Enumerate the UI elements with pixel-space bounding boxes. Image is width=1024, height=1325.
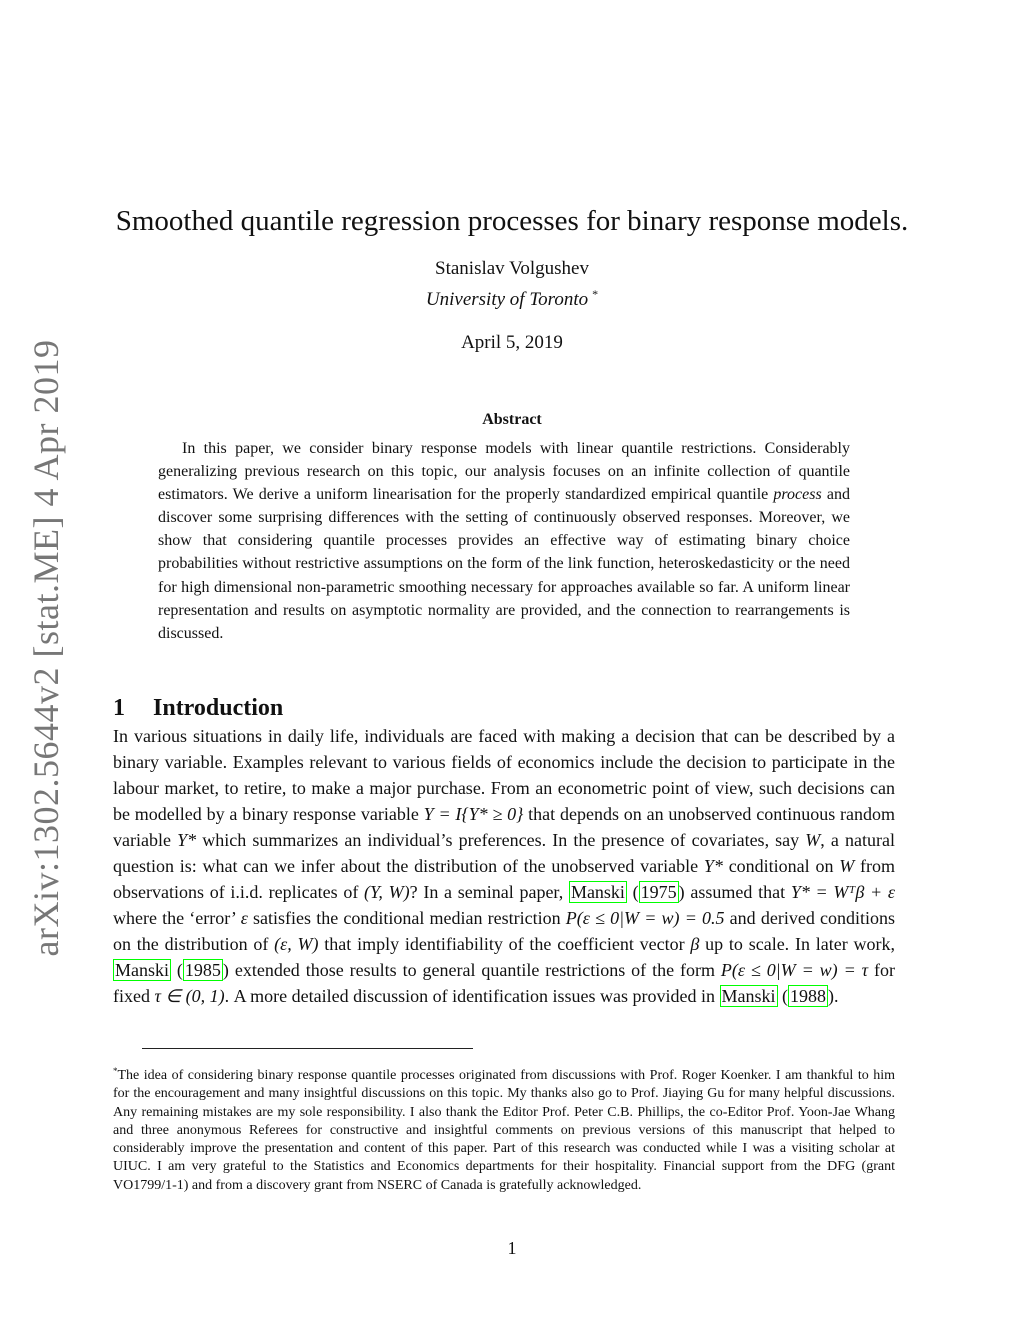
- citation-link-manski[interactable]: Manski: [115, 960, 169, 980]
- abstract-text: [158, 437, 850, 645]
- intro-text: from observations of i.i.d. replicates of: [113, 856, 895, 902]
- intro-text: and derived conditions on the distribution of: [113, 908, 895, 954]
- intro-text: , a natural question is: what can we infer about the distribution of the unobserved variable: [113, 830, 895, 876]
- math-expression: W: [805, 830, 821, 850]
- section-title: Introduction: [153, 694, 284, 721]
- paper-title: Smoothed quantile regression processes for binary response models.: [115, 205, 909, 238]
- intro-text: where the ‘error’: [113, 908, 241, 928]
- intro-text: conditional on: [722, 856, 840, 876]
- section-number: 1: [113, 694, 125, 721]
- section-heading: [113, 695, 283, 722]
- citation-link-manski[interactable]: Manski: [721, 986, 776, 1006]
- math-expression: (Y, W): [364, 882, 410, 902]
- footnote: [113, 1062, 895, 1195]
- math-expression: Y* = Wᵀβ + ε: [790, 882, 896, 902]
- author-name: Stanislav Volgushev: [435, 258, 589, 279]
- citation-link-year[interactable]: 1988: [790, 986, 827, 1006]
- author-affiliation: [0, 287, 1024, 311]
- footnote-marker: *: [113, 1066, 118, 1076]
- math-expression: β: [690, 934, 700, 954]
- intro-text: that depends on an unobserved continuous random variable: [113, 804, 896, 850]
- affiliation-name: University of Toronto: [425, 289, 589, 310]
- footnote-mark[interactable]: *: [592, 287, 599, 301]
- intro-text: extended those results to general quantile restrictions of the form: [228, 960, 721, 980]
- intro-text: up to scale. In later work,: [699, 934, 896, 954]
- math-expression: P(ε ≤ 0|W = w) = 0.5: [565, 908, 725, 928]
- abstract-emphasis: process: [773, 486, 822, 504]
- intro-text: In various situations in daily life, individuals are faced with making a decision that can be described by a binary variable. Examples relevant to various fields of economics include the decision to participate in the labour market, to retire, to make a major purchase. From an econometric point of view, such decisions can be modelled by a binary response variable: [113, 726, 895, 824]
- intro-text: . A more detailed discussion of identification issues was provided in: [224, 986, 720, 1006]
- intro-text: .: [834, 986, 839, 1006]
- math-expression: τ ∈ (0, 1): [154, 986, 225, 1006]
- footnote-divider: [142, 1048, 473, 1049]
- math-expression: ε: [240, 908, 248, 928]
- citation-link-year[interactable]: 1985: [184, 960, 221, 980]
- math-expression: Y*: [177, 830, 197, 850]
- citation-link-manski[interactable]: Manski: [570, 882, 625, 902]
- abstract-text-part: In this paper, we consider binary response models with linear quantile restrictions. Considerably generalizing previous research on this topic, our analysis focuses on an infinite collection of quantile estimators. We derive a uniform linearisation for the properly standardized empirical quantile: [158, 440, 850, 504]
- math-expression: (ε, W): [274, 934, 319, 954]
- citation-link-year[interactable]: 1975: [640, 882, 677, 902]
- introduction-paragraph: In various situations in daily life, individuals are faced with making a decision that can be described by a binary variable. Examples relevant to various fields of economics include the decision to participate in the labour market, to retire, to make a major purchase. From an econometric point of view, such decisions can be modelled by a binary response variable Y = I{Y* ≥ 0} that depends on an unobserved continuous random variable Y* which summarizes an individual’s preferences. In the presence of covariates, say W, a natural question is: what can we infer about the distribution of the unobserved variable Y* conditional on W from observations of i.i.d. replicates of (Y, W)? In a seminal paper, Manski ( 1975 ) assumed that Y* = Wᵀβ + ε where the ‘error’ ε satisfies the conditional median restriction P(ε ≤ 0|W = w) = 0.5 and derived conditions on the distribution of (ε, W) that imply identifiability of the coefficient vector β up to scale. In later work, Manski ( 1985 ) extended those results to general quantile restrictions of the form P(ε ≤ 0|W = w) = τ for fixed τ ∈ (0, 1). A more detailed discussion of identification issues was provided in Manski ( 1988 ).: [113, 726, 896, 1006]
- arxiv-identifier: arXiv:1302.5644v2 [stat.ME] 4 Apr 2019: [26, 339, 66, 957]
- intro-text: which summarizes an individual’s preferences. In the presence of covariates, say: [196, 830, 806, 850]
- math-expression: Y*: [703, 856, 723, 876]
- abstract-heading: Abstract: [482, 411, 542, 428]
- intro-text: satisfies the conditional median restriction: [247, 908, 566, 928]
- abstract-text-part: and discover some surprising differences with the setting of continuously observed responses. Moreover, we show that considering quantile processes provides an effective way of estimating binary choice probabilities without restrictive assumptions on the form of the link function, heteroskedasticity or the need for high dimensional non-parametric smoothing necessary for approaches available so far. A uniform linear representation and results on asymptotic normality are provided, and the connection to rearrangements is discussed.: [158, 486, 850, 642]
- math-expression: P(ε ≤ 0|W = w) = τ: [720, 960, 869, 980]
- math-expression: W: [839, 856, 855, 876]
- footnote-text: The idea of considering binary response quantile processes originated from discussions with Prof. Roger Koenker. I am thankful to him for the encouragement and many insightful discussions on this topic. My thanks also go to Prof. Jiaying Gu for many helpful discussions. Any remaining mistakes are my sole responsibility. I also thank the Editor Prof. Peter C.B. Phillips, the co-Editor Prof. Yoon-Jae Whang and three anonymous Referees for constructive and insightful comments on previous versions of this manuscript that helped to considerably improve the presentation and content of this paper. Part of this research was conducted while I was a visiting scholar at UIUC. I am very grateful to the Statistics and Economics departments for their hospitality. Financial support from the DFG (grant VO1799/1-1) and from a discovery grant from NSERC of Canada is gratefully acknowledged.: [113, 1068, 895, 1193]
- paper-date: April 5, 2019: [461, 332, 563, 353]
- page-number: 1: [507, 1238, 517, 1258]
- intro-text: ? In a seminal paper,: [409, 882, 569, 902]
- intro-text: that imply identifiability of the coefficient vector: [318, 934, 691, 954]
- intro-text: assumed that: [684, 882, 791, 902]
- intro-text: for fixed: [113, 960, 896, 1006]
- math-expression: Y = I{Y* ≥ 0}: [423, 804, 524, 824]
